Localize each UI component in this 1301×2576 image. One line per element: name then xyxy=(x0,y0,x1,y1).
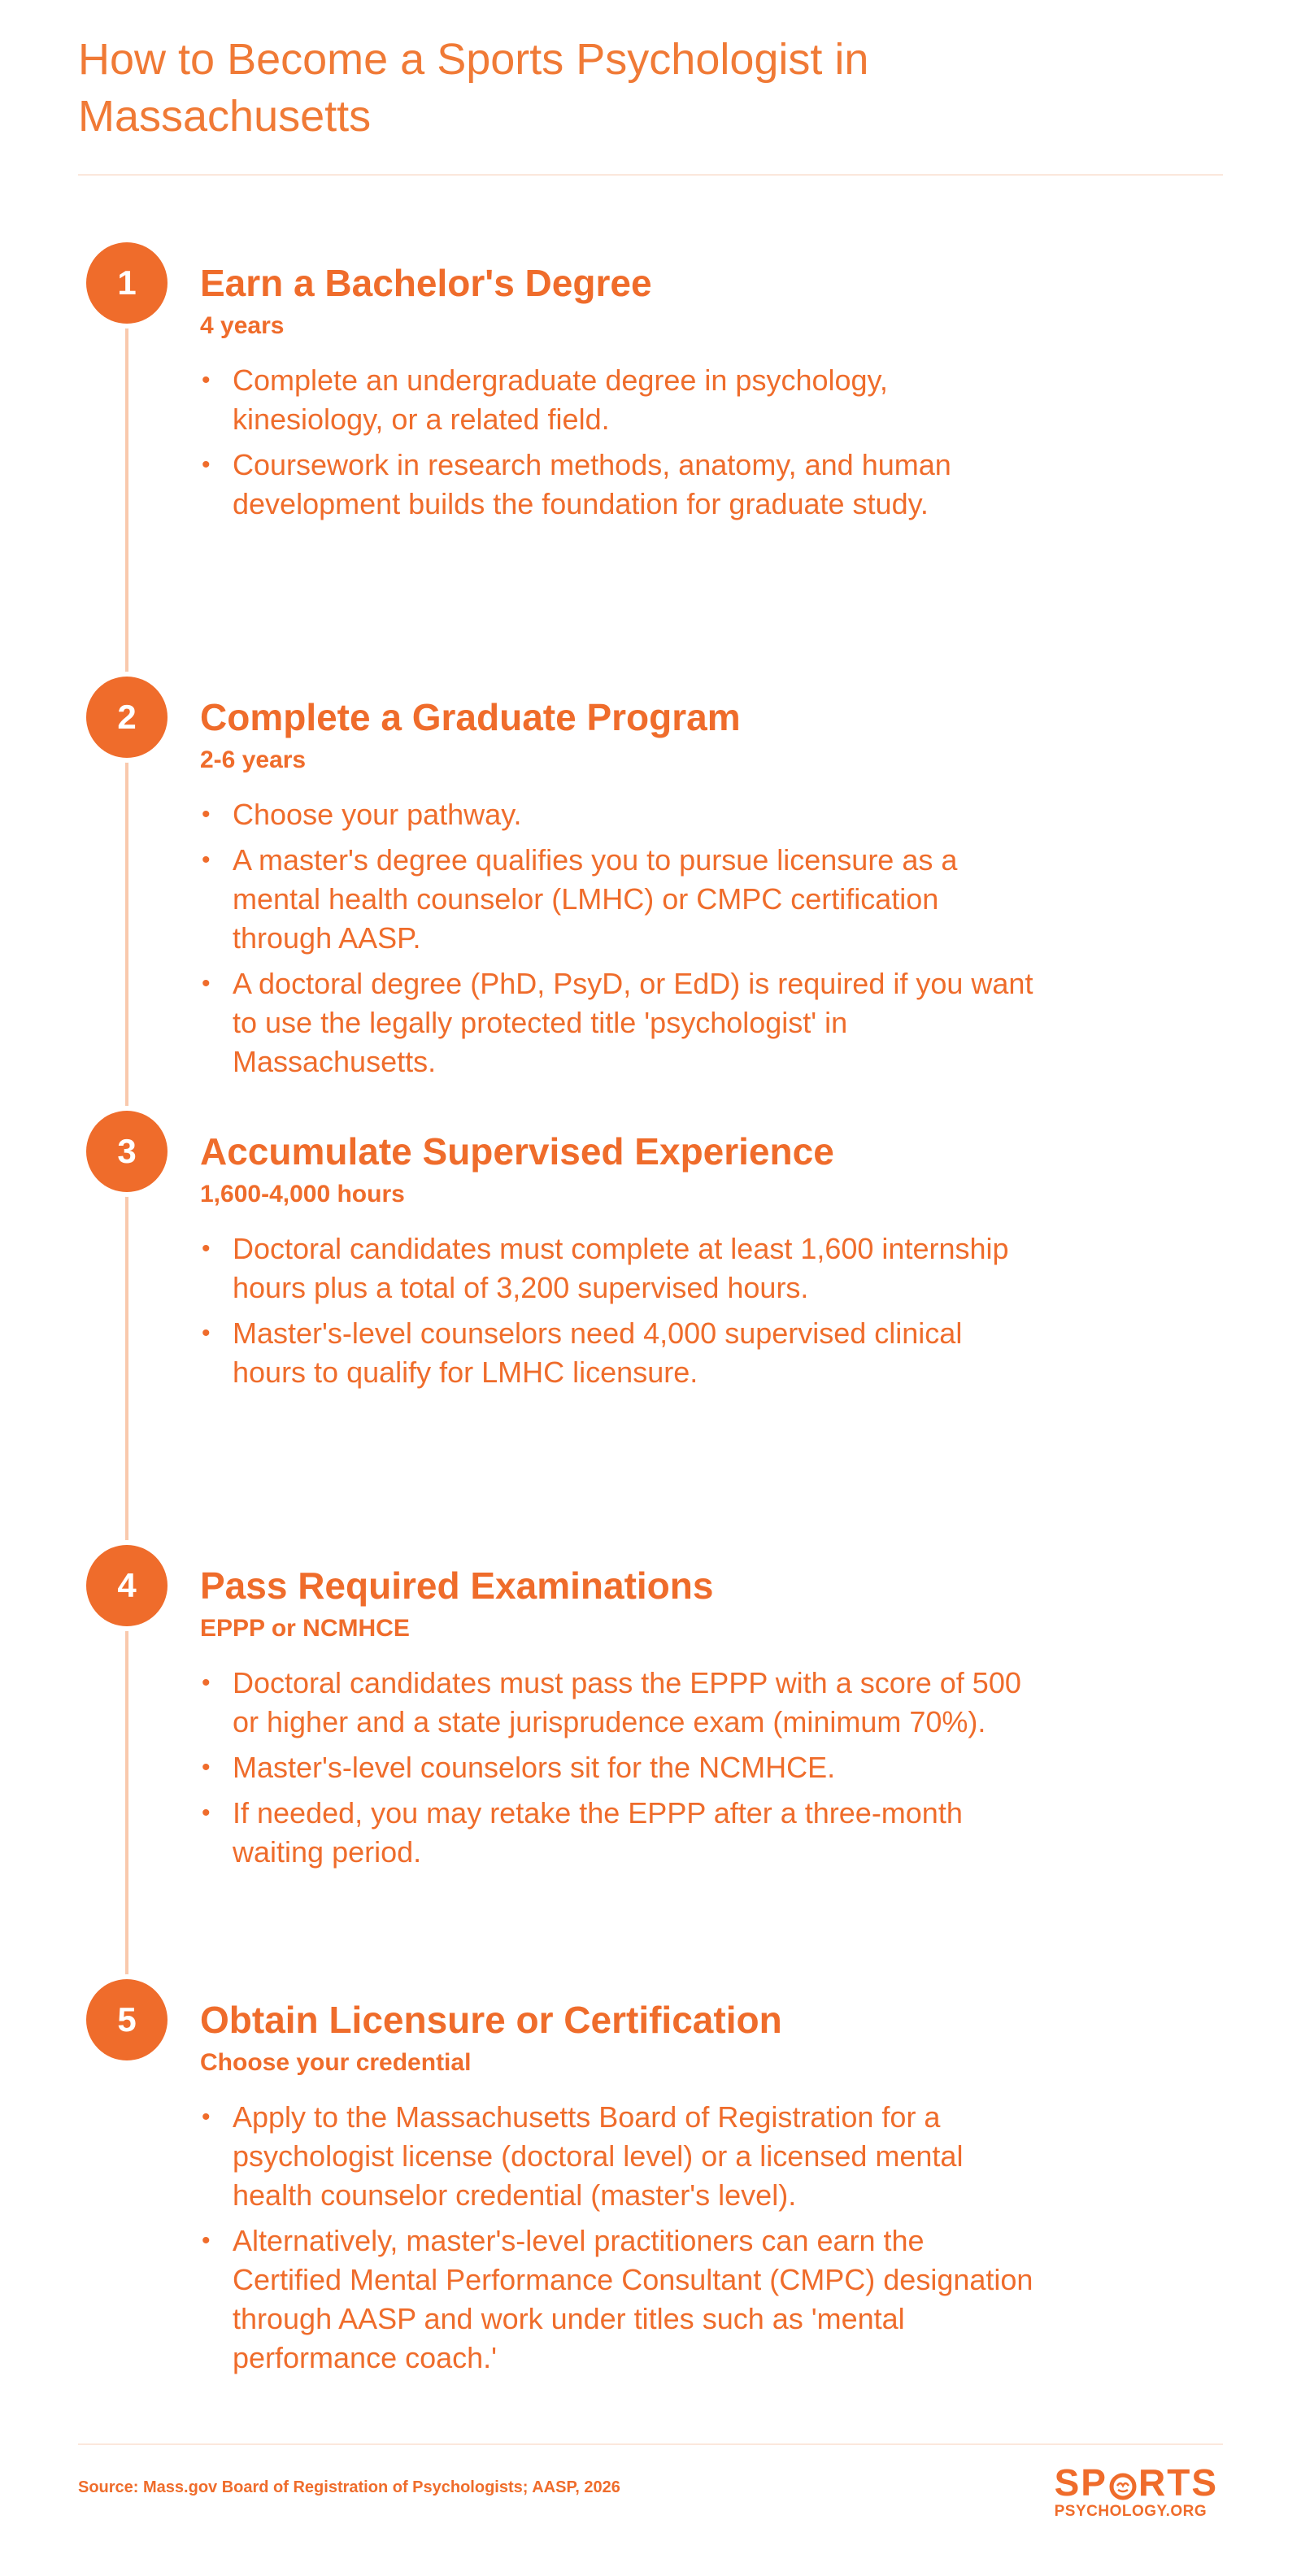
bullet-item xyxy=(200,795,1038,834)
title-divider xyxy=(78,174,1223,176)
bullet-text: Doctoral candidates must complete at least 1,600 internship hours plus a total of 3,200 supervised hours. xyxy=(233,1232,1009,1304)
bullet-text: Master's-level counselors sit for the NCMHCE. xyxy=(233,1751,836,1784)
step-duration: 2-6 years xyxy=(200,746,307,773)
bullet-dot-icon: • xyxy=(202,970,211,997)
bullet-dot-icon: • xyxy=(202,2104,211,2130)
step-title: Complete a Graduate Program xyxy=(200,696,741,738)
bullet-dot-icon: • xyxy=(202,451,211,478)
step-number-badge: 2 xyxy=(86,677,168,758)
step-duration: EPPP or NCMHCE xyxy=(200,1615,410,1642)
bullet-item xyxy=(200,964,1038,1081)
step-number-badge: 5 xyxy=(86,1979,168,2060)
bullet-text: Complete an undergraduate degree in psychology, kinesiology, or a related field. xyxy=(233,363,888,436)
logo-subtext: PSYCHOLOGY.ORG xyxy=(1054,2503,1207,2520)
step-duration: 4 years xyxy=(200,312,285,339)
step-content xyxy=(200,1997,1033,2384)
bullet-item xyxy=(200,1794,1038,1872)
bullet-item xyxy=(200,1314,1038,1392)
logo-text-right: RTS xyxy=(1138,2461,1218,2504)
brain-icon xyxy=(1109,2469,1137,2496)
bullet-dot-icon: • xyxy=(202,1320,211,1347)
bullet-text: Doctoral candidates must pass the EPPP with a score of 500 or higher and a state jurisprudence exam (minimum 70%). xyxy=(233,1666,1021,1738)
bullet-text: If needed, you may retake the EPPP after a three-month waiting period. xyxy=(233,1796,963,1869)
step-title: Pass Required Examinations xyxy=(200,1564,714,1607)
bullet-text: A doctoral degree (PhD, PsyD, or EdD) is required if you want to use the legally protected title 'psychologist' in Massachusetts. xyxy=(233,967,1033,1078)
step-number-badge: 4 xyxy=(86,1545,168,1626)
bullet-item xyxy=(200,2221,1038,2378)
bullet-dot-icon: • xyxy=(202,846,211,873)
step-duration: 1,600-4,000 hours xyxy=(200,1181,405,1208)
bullet-item xyxy=(200,446,1038,524)
site-logo xyxy=(1054,2461,1218,2521)
step-content xyxy=(200,694,1033,1088)
page-title: How to Become a Sports Psychologist in Massachusetts xyxy=(78,35,869,141)
bullet-text: Alternatively, master's-level practitioners can earn the Certified Mental Performance Consultant (CMPC) designation through AASP and work under titles such as 'mental performance coach.' xyxy=(233,2224,1033,2374)
bullet-dot-icon: • xyxy=(202,801,211,828)
bullet-item xyxy=(200,1229,1038,1308)
step-title: Earn a Bachelor's Degree xyxy=(200,262,652,304)
logo-wordmark xyxy=(1054,2461,1218,2504)
step-number-badge: 3 xyxy=(86,1111,168,1192)
bullet-dot-icon: • xyxy=(202,1669,211,1696)
step-content xyxy=(200,260,1029,530)
bullet-dot-icon: • xyxy=(202,1799,211,1826)
bullet-item xyxy=(200,1664,1038,1742)
footer-divider xyxy=(78,2443,1223,2445)
step-bullets xyxy=(200,2098,1033,2378)
step-content xyxy=(200,1563,1029,1878)
bullet-item xyxy=(200,361,1038,439)
bullet-item xyxy=(200,1748,1038,1787)
logo-text-left: SP xyxy=(1054,2461,1107,2504)
bullet-text: Coursework in research methods, anatomy, and human development builds the foundation for graduate study. xyxy=(233,448,951,520)
step-bullets xyxy=(200,1664,1029,1872)
bullet-item xyxy=(200,2098,1038,2215)
bullet-item xyxy=(200,841,1038,958)
bullet-text: Choose your pathway. xyxy=(233,798,522,831)
step-bullets xyxy=(200,795,1033,1081)
bullet-text: A master's degree qualifies you to pursue licensure as a mental health counselor (LMHC) or CMPC certification through AASP. xyxy=(233,843,958,955)
step-bullets xyxy=(200,361,1029,524)
bullet-text: Master's-level counselors need 4,000 supervised clinical hours to qualify for LMHC licensure. xyxy=(233,1316,963,1389)
bullet-dot-icon: • xyxy=(202,367,211,394)
bullet-dot-icon: • xyxy=(202,2227,211,2254)
step-number-badge: 1 xyxy=(86,242,168,324)
step-bullets xyxy=(200,1229,1029,1392)
step-title: Accumulate Supervised Experience xyxy=(200,1130,834,1173)
source-note: Source: Mass.gov Board of Registration of Psychologists; AASP, 2026 xyxy=(78,2478,620,2496)
bullet-dot-icon: • xyxy=(202,1754,211,1781)
bullet-dot-icon: • xyxy=(202,1235,211,1262)
bullet-text: Apply to the Massachusetts Board of Registration for a psychologist license (doctoral level) or a licensed mental health counselor credential (master's level). xyxy=(233,2100,964,2212)
step-content xyxy=(200,1129,1029,1399)
step-title: Obtain Licensure or Certification xyxy=(200,1999,782,2041)
step-duration: Choose your credential xyxy=(200,2049,472,2076)
